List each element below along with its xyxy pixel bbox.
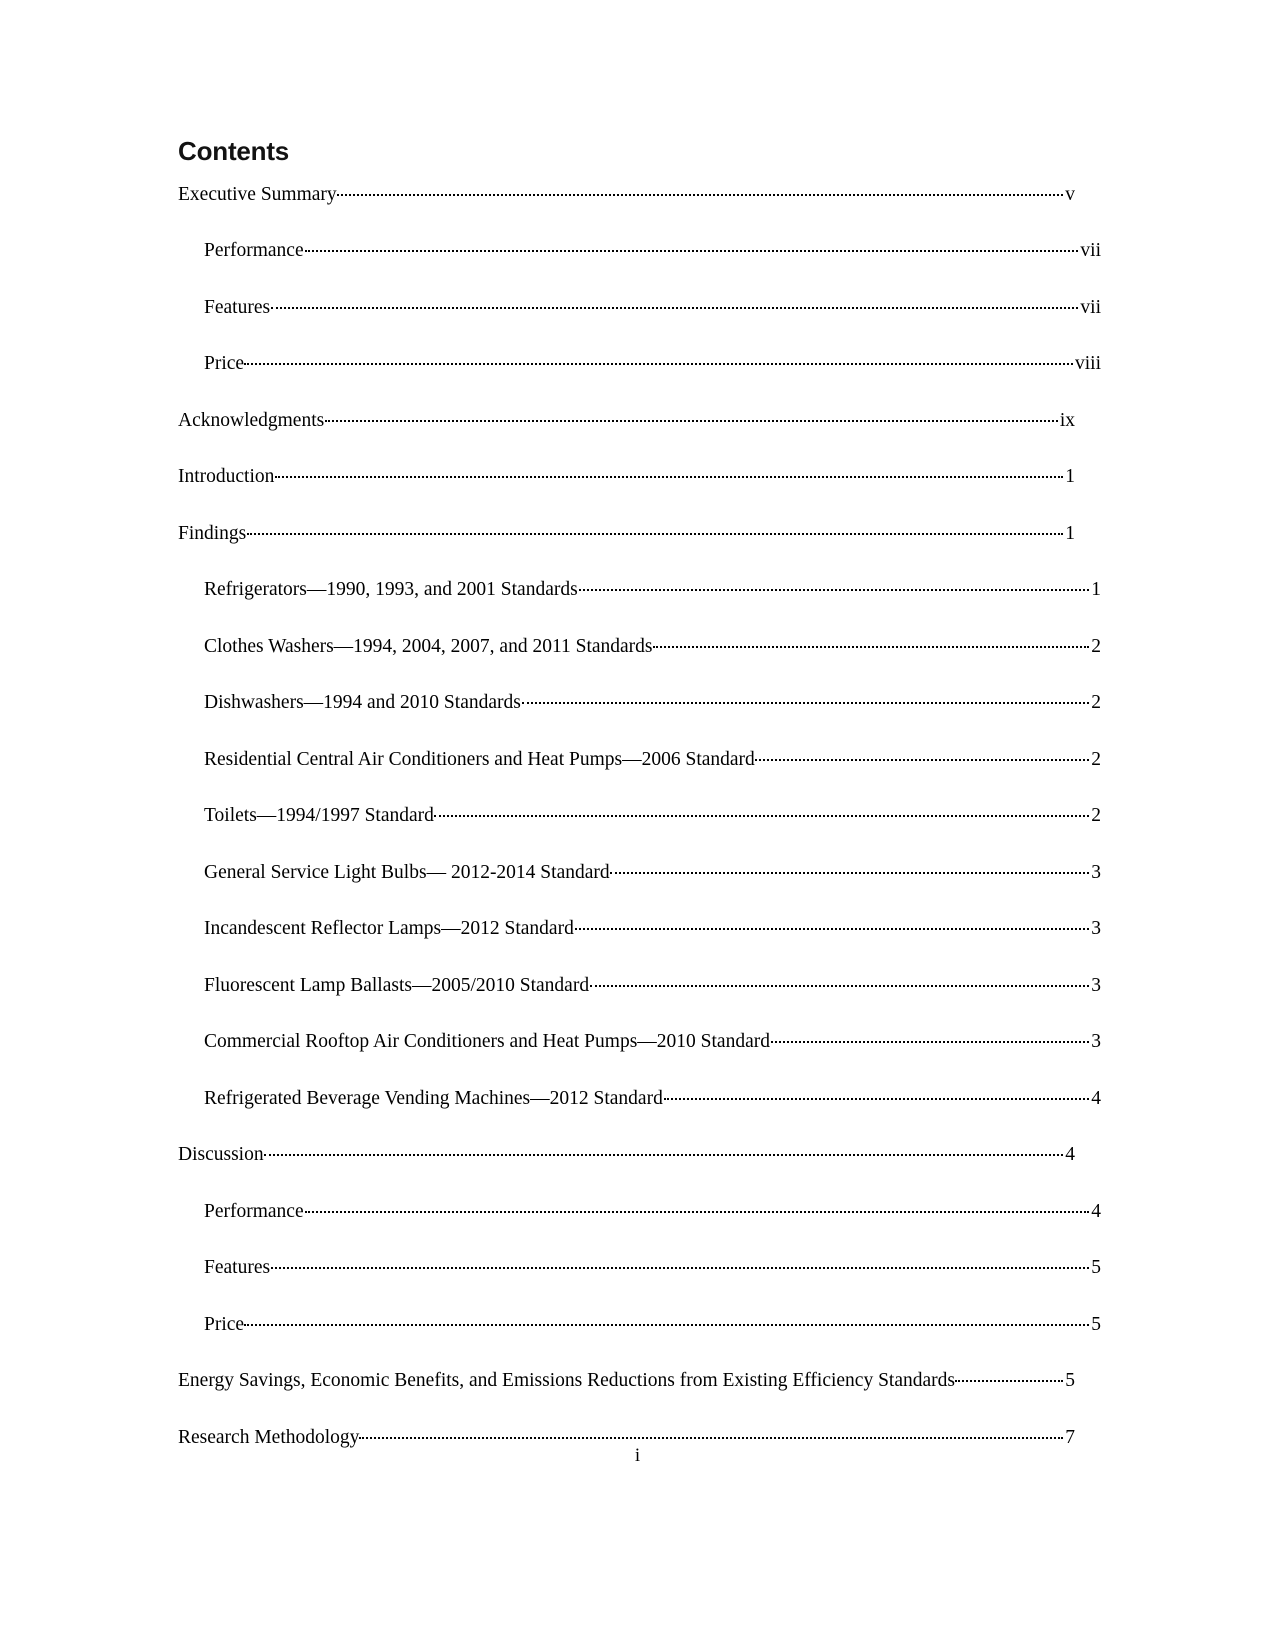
toc-entry[interactable] xyxy=(178,350,1101,376)
toc-entry[interactable] xyxy=(178,802,1101,828)
page-footer xyxy=(0,1445,1275,1467)
toc-entry-page-number: vii xyxy=(1080,296,1101,318)
toc-entry-page-number: viii xyxy=(1074,353,1101,374)
toc-entry-page-number: 1 xyxy=(1065,522,1075,544)
toc-entry[interactable] xyxy=(178,1141,1075,1167)
toc-entry-label: Refrigerated Beverage Vending Machines—2012 Standard xyxy=(204,1087,663,1109)
toc-dot-leader xyxy=(305,1197,1090,1217)
toc-dot-leader xyxy=(653,632,1090,652)
toc-entry[interactable] xyxy=(178,519,1075,545)
toc-entry-page-number: vii xyxy=(1080,240,1101,261)
toc-dot-leader xyxy=(755,745,1089,765)
toc-entry-page-number: 3 xyxy=(1091,861,1101,883)
toc-entry-label: Residential Central Air Conditioners and Heat Pumps—2006 Standard xyxy=(204,748,755,770)
table-of-contents xyxy=(178,136,1101,1480)
toc-entry-label: Incandescent Reflector Lamps—2012 Standard xyxy=(204,918,574,939)
toc-entry[interactable] xyxy=(178,180,1075,206)
toc-entry[interactable] xyxy=(178,1367,1075,1393)
toc-entry-page-number: 5 xyxy=(1091,1313,1101,1335)
toc-entry-label: Price xyxy=(204,1313,245,1335)
toc-entry-label: General Service Light Bulbs— 2012-2014 Standard xyxy=(204,861,610,883)
page-title: Contents xyxy=(178,136,290,166)
toc-entry-label: Clothes Washers—1994, 2004, 2007, and 2011 Standards xyxy=(204,635,653,657)
toc-entry-label: Toilets—1994/1997 Standard xyxy=(204,805,434,826)
toc-entry[interactable] xyxy=(178,1310,1101,1336)
toc-entry[interactable] xyxy=(178,858,1101,884)
toc-entry-label: Findings xyxy=(178,522,247,544)
footer-page-number: i xyxy=(634,1445,641,1466)
toc-entry-page-number: v xyxy=(1065,183,1075,205)
toc-entry-label: Commercial Rooftop Air Conditioners and Heat Pumps—2010 Standard xyxy=(204,1031,770,1052)
toc-entry-page-number: ix xyxy=(1059,409,1075,431)
toc-dot-leader xyxy=(590,971,1089,991)
toc-dot-leader xyxy=(575,915,1089,935)
toc-dot-leader xyxy=(247,519,1063,539)
toc-entry[interactable] xyxy=(178,406,1075,432)
toc-entry[interactable] xyxy=(178,632,1101,658)
toc-entry-page-number: 4 xyxy=(1091,1200,1101,1222)
toc-dot-leader xyxy=(337,180,1064,200)
toc-entry-label: Research Methodology xyxy=(178,1426,360,1448)
toc-entry[interactable] xyxy=(178,1197,1101,1223)
toc-entry[interactable] xyxy=(178,971,1101,997)
toc-entry-label: Performance xyxy=(204,1200,304,1222)
toc-dot-leader xyxy=(955,1367,1063,1387)
toc-entry[interactable] xyxy=(178,463,1075,489)
toc-entry-label: Dishwashers—1994 and 2010 Standards xyxy=(204,692,521,713)
toc-entry-label: Features xyxy=(204,296,271,318)
toc-entry[interactable] xyxy=(178,293,1101,319)
toc-dot-leader xyxy=(579,576,1090,596)
toc-dot-leader xyxy=(359,1423,1063,1443)
toc-entry[interactable] xyxy=(178,689,1101,715)
toc-dot-leader xyxy=(610,858,1090,878)
toc-entry-label: Performance xyxy=(204,240,304,261)
toc-entry-page-number: 5 xyxy=(1091,1257,1101,1278)
toc-entry[interactable] xyxy=(178,1028,1101,1054)
toc-entry-label: Features xyxy=(204,1257,271,1278)
toc-entry-page-number: 3 xyxy=(1091,974,1101,996)
toc-entry[interactable] xyxy=(178,1084,1101,1110)
toc-entry-label: Discussion xyxy=(178,1144,264,1165)
toc-entry[interactable] xyxy=(178,915,1101,941)
toc-entry-page-number: 2 xyxy=(1091,635,1101,657)
toc-dot-leader xyxy=(275,463,1063,483)
toc-dot-leader xyxy=(305,237,1079,257)
toc-entry-page-number: 7 xyxy=(1065,1426,1075,1448)
toc-entry-label: Refrigerators—1990, 1993, and 2001 Standards xyxy=(204,579,578,600)
toc-entry-label: Introduction xyxy=(178,466,275,487)
toc-dot-leader xyxy=(244,350,1073,370)
toc-entry[interactable] xyxy=(178,745,1101,771)
toc-dot-leader xyxy=(244,1310,1089,1330)
toc-entry-page-number: 1 xyxy=(1091,579,1101,600)
toc-dot-leader xyxy=(771,1028,1089,1048)
toc-dot-leader xyxy=(522,689,1089,709)
toc-entry-label: Acknowledgments xyxy=(178,409,325,431)
toc-entry-label: Energy Savings, Economic Benefits, and Emissions Reductions from Existing Efficiency Standards xyxy=(178,1370,955,1391)
toc-entry-page-number: 3 xyxy=(1091,1031,1101,1052)
toc-entry-page-number: 4 xyxy=(1065,1144,1075,1165)
toc-dot-leader xyxy=(271,293,1078,313)
toc-entry-page-number: 2 xyxy=(1091,805,1101,826)
toc-entry-page-number: 1 xyxy=(1065,466,1075,487)
toc-entry-label: Executive Summary xyxy=(178,183,337,205)
toc-entry-page-number: 2 xyxy=(1091,748,1101,770)
toc-entry-page-number: 3 xyxy=(1091,918,1101,939)
toc-entry[interactable] xyxy=(178,1254,1101,1280)
toc-dot-leader xyxy=(664,1084,1089,1104)
toc-entry-page-number: 2 xyxy=(1091,692,1101,713)
toc-dot-leader xyxy=(325,406,1058,426)
toc-entry-list xyxy=(178,180,1101,1449)
toc-entry-label: Price xyxy=(204,353,245,374)
toc-entry-page-number: 5 xyxy=(1065,1370,1075,1391)
toc-dot-leader xyxy=(271,1254,1089,1274)
toc-entry[interactable] xyxy=(178,237,1101,263)
toc-entry-page-number: 4 xyxy=(1091,1087,1101,1109)
toc-dot-leader xyxy=(434,802,1089,822)
toc-dot-leader xyxy=(264,1141,1064,1161)
toc-entry-label: Fluorescent Lamp Ballasts—2005/2010 Standard xyxy=(204,974,590,996)
toc-entry[interactable] xyxy=(178,576,1101,602)
